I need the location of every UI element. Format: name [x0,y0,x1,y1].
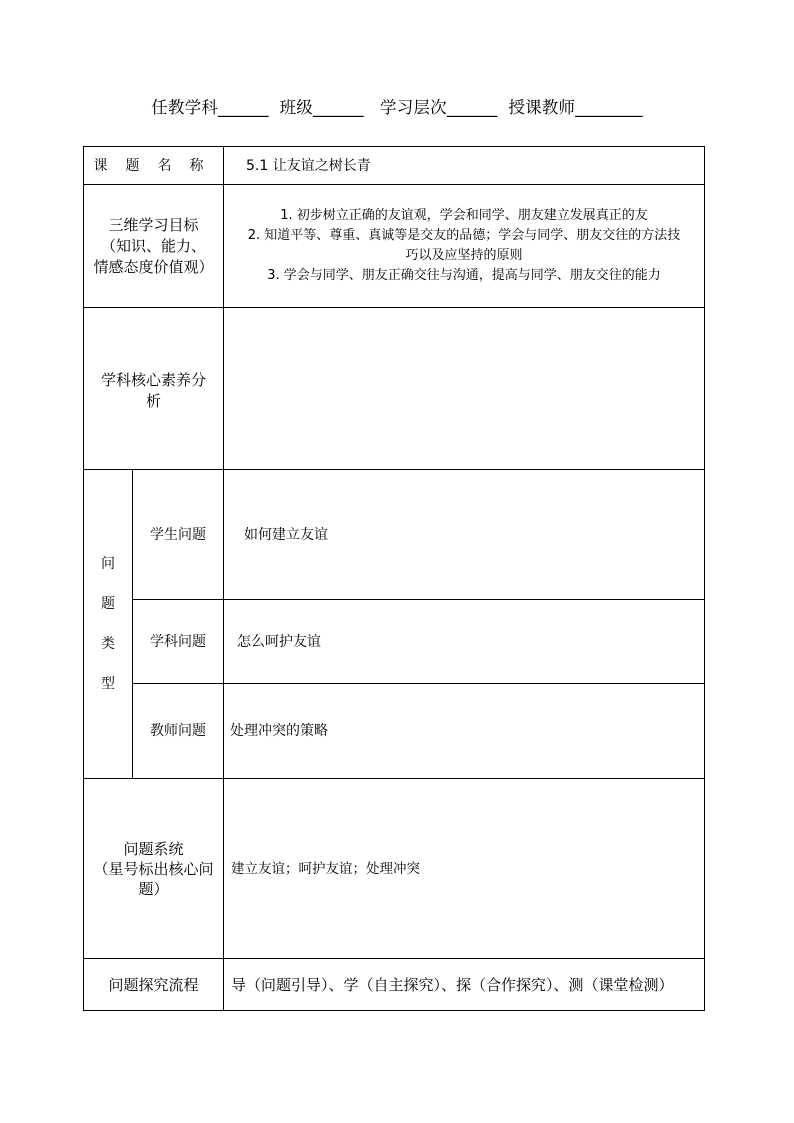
goal-item: 3. 学会与同学、朋友正确交往与沟通，提高与同学、朋友交往的能力 [267,268,661,283]
flow-row [84,959,705,1011]
subject-question-label: 学科问题 [133,600,224,684]
teacher-question-label: 教师问题 [133,684,224,779]
goal-item: 1. 初步树立正确的友谊观，学会和同学、朋友建立发展真正的友 [280,208,648,223]
flow-value: 导（问题引导）、学（自主探究）、探（合作探究）、测（课堂检测） [224,959,705,1011]
goals-label-line: 情感态度价值观） [93,257,214,276]
lesson-plan-table [83,146,705,1011]
subject-question-value: 怎么呵护友谊 [224,600,705,684]
group-char: 题 [101,596,115,612]
system-value: 建立友谊；呵护友谊；处理冲突 [224,779,705,959]
system-label [84,779,224,959]
goals-label-line: （知识、能力、 [100,236,206,255]
group-char: 类 [101,636,115,652]
goal-item: 巧以及应坚持的原则 [405,248,523,263]
goals-label [84,185,224,308]
course-row [84,147,705,185]
group-char: 型 [101,676,115,692]
question-type-group-label [84,470,133,779]
form-header: 任教学科______ 班级______ 学习层次______ 授课教师________ [151,98,643,117]
flow-label: 问题探究流程 [84,959,224,1011]
goal-item: 2. 知道平等、尊重、真诚等是交友的品德；学会与同学、朋友交往的方法技 [247,228,681,243]
goals-label-line: 三维学习目标 [108,215,199,234]
system-row [84,779,705,959]
teacher-question-value: 处理冲突的策略 [224,684,705,779]
core-value [224,308,705,470]
goals-row [84,185,705,308]
goals-content [224,185,705,308]
core-label [84,308,224,470]
question-row-teacher [84,684,705,779]
core-row [84,308,705,470]
question-row-subject [84,600,705,684]
system-label-line: （星号标出核心问 [93,859,214,878]
course-value: 5.1 让友谊之树长青 [224,147,705,185]
group-char: 问 [101,556,115,572]
course-label: 课题名称 [84,147,224,185]
system-label-line: 题） [138,879,169,898]
core-label-line: 学科核心素养分 [100,370,206,389]
question-row-student [84,470,705,600]
student-question-value: 如何建立友谊 [224,470,705,600]
student-question-label: 学生问题 [133,470,224,600]
system-label-line: 问题系统 [123,839,184,858]
core-label-line: 析 [145,391,161,410]
